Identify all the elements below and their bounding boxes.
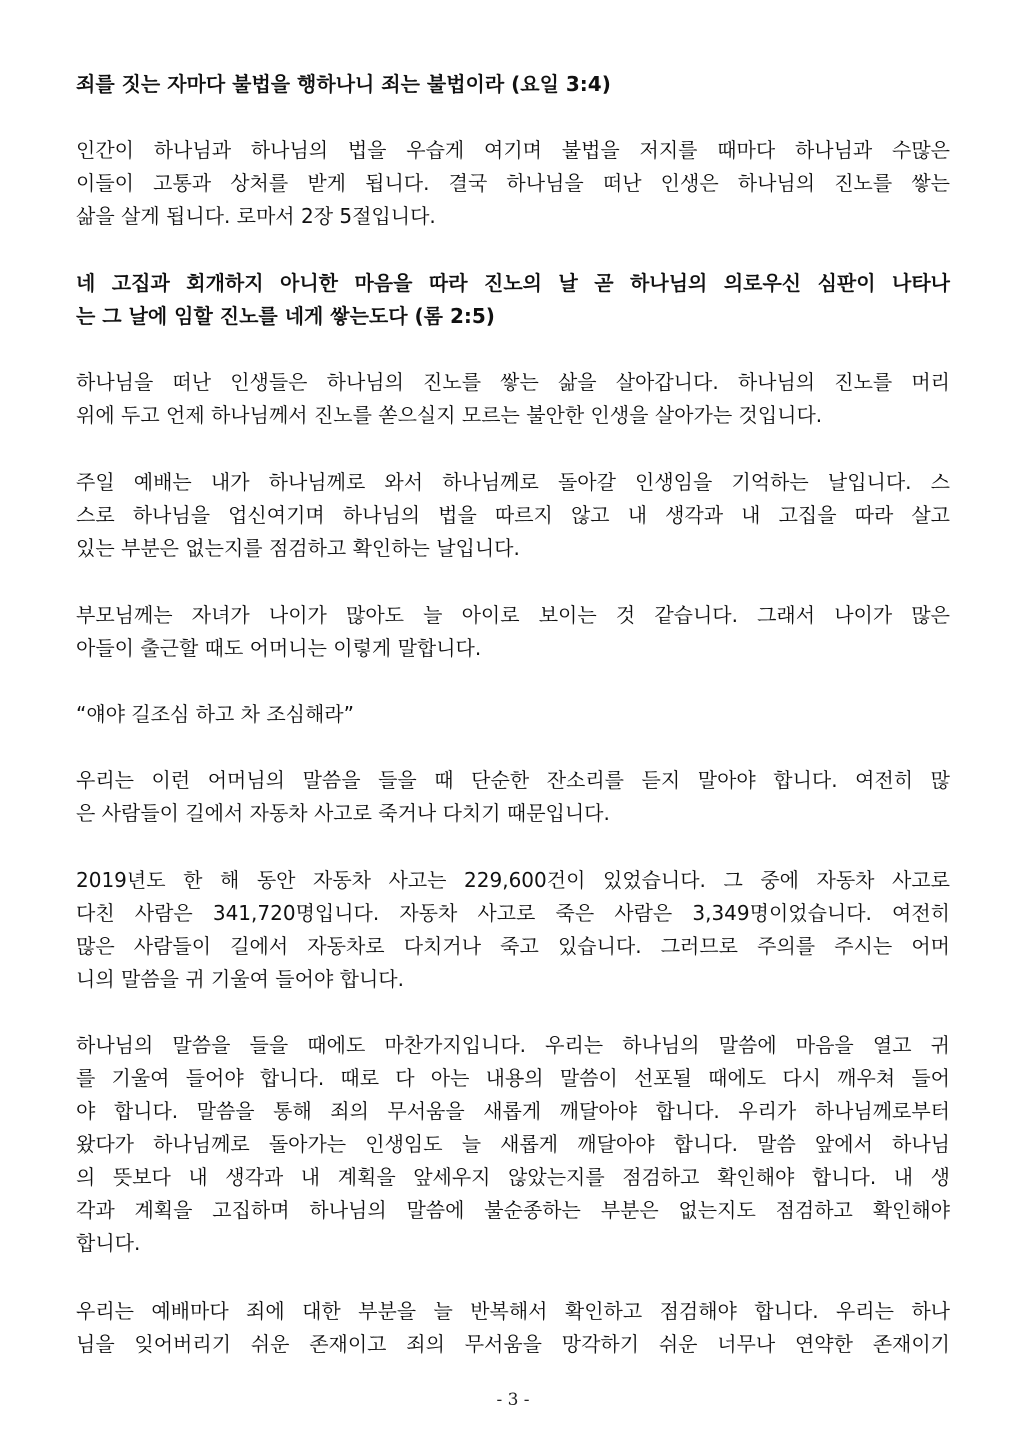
text-line: 죄를 짓는 자마다 불법을 행하나니 죄는 불법이라 (요일 3:4) — [76, 72, 611, 96]
text-line: 인간이 하나님과 하나님의 법을 우습게 여기며 불법을 저지를 때마다 하나님과 수많은 — [76, 138, 950, 162]
bible-verse-1john-3-4 — [76, 68, 950, 101]
quote-line — [76, 698, 950, 731]
text-line: 주일 예배는 내가 하나님께로 와서 하나님께로 돌아갈 인생임을 기억하는 날입니다. 스 — [76, 470, 950, 494]
text-line: 하나님을 떠난 인생들은 하나님의 진노를 쌓는 삶을 살아갑니다. 하나님의 진노를 머리 — [76, 370, 950, 394]
text-line: 삶을 살게 됩니다. 로마서 2장 5절입니다. — [76, 204, 436, 228]
text-line: 많은 사람들이 길에서 자동차로 다치거나 죽고 있습니다. 그러므로 주의를 주시는 어머 — [76, 934, 950, 958]
body-paragraph-5 — [76, 764, 950, 830]
text-line: 는 그 날에 임할 진노를 네게 쌓는도다 (롬 2:5) — [76, 304, 495, 328]
text-line: 각과 계획을 고집하며 하나님의 말씀에 불순종하는 부분은 없는지도 점검하고 확인해야 — [76, 1198, 950, 1222]
body-paragraph-2 — [76, 366, 950, 432]
text-line: 스로 하나님을 업신여기며 하나님의 법을 따르지 않고 내 생각과 내 고집을 따라 살고 — [76, 503, 950, 527]
text-line: 니의 말씀을 귀 기울여 들어야 합니다. — [76, 967, 404, 991]
text-line: 은 사람들이 길에서 자동차 사고로 죽거나 다치기 때문입니다. — [76, 801, 610, 825]
body-paragraph-1 — [76, 134, 950, 233]
text-line: 있는 부분은 없는지를 점검하고 확인하는 날입니다. — [76, 536, 520, 560]
page-number: - 3 - — [496, 1390, 530, 1410]
text-line: “얘야 길조심 하고 차 조심해라” — [76, 702, 354, 726]
text-line: 우리는 이런 어머님의 말씀을 들을 때 단순한 잔소리를 듣지 말아야 합니다. 여전히 많 — [76, 768, 950, 792]
text-line: 네 고집과 회개하지 아니한 마음을 따라 진노의 날 곧 하나님의 의로우신 심판이 나타나 — [76, 271, 950, 295]
text-line: 아들이 출근할 때도 어머니는 이렇게 말합니다. — [76, 636, 482, 660]
body-paragraph-8 — [76, 1295, 950, 1361]
body-paragraph-7 — [76, 1029, 950, 1260]
text-line: 다친 사람은 341,720명입니다. 자동차 사고로 죽은 사람은 3,349명이었습니다. 여전히 — [76, 901, 950, 925]
text-line: 2019년도 한 해 동안 자동차 사고는 229,600건이 있었습니다. 그 중에 자동차 사고로 — [76, 868, 950, 892]
body-paragraph-4 — [76, 599, 950, 665]
text-line: 이들이 고통과 상처를 받게 됩니다. 결국 하나님을 떠난 인생은 하나님의 진노를 쌓는 — [76, 171, 950, 195]
text-line: 님을 잊어버리기 쉬운 존재이고 죄의 무서움을 망각하기 쉬운 너무나 연약한 존재이기 — [76, 1332, 950, 1356]
text-line: 부모님께는 자녀가 나이가 많아도 늘 아이로 보이는 것 같습니다. 그래서 나이가 많은 — [76, 603, 950, 627]
body-paragraph-6 — [76, 864, 950, 996]
bible-verse-romans-2-5 — [76, 267, 950, 333]
document-page — [76, 0, 950, 1449]
text-line: 의 뜻보다 내 생각과 내 계획을 앞세우지 않았는지를 점검하고 확인해야 합니다. 내 생 — [76, 1165, 950, 1189]
text-line: 왔다가 하나님께로 돌아가는 인생임도 늘 새롭게 깨달아야 합니다. 말씀 앞에서 하나님 — [76, 1132, 950, 1156]
text-line: 를 기울여 들어야 합니다. 때로 다 아는 내용의 말씀이 선포될 때에도 다시 깨우쳐 들어 — [76, 1066, 950, 1090]
text-line: 우리는 예배마다 죄에 대한 부분을 늘 반복해서 확인하고 점검해야 합니다. 우리는 하나 — [76, 1299, 950, 1323]
text-line: 하나님의 말씀을 들을 때에도 마찬가지입니다. 우리는 하나님의 말씀에 마음을 열고 귀 — [76, 1033, 950, 1057]
body-paragraph-3 — [76, 466, 950, 565]
text-line: 위에 두고 언제 하나님께서 진노를 쏟으실지 모르는 불안한 인생을 살아가는 것입니다. — [76, 403, 823, 427]
text-line: 합니다. — [76, 1231, 141, 1255]
text-line: 야 합니다. 말씀을 통해 죄의 무서움을 새롭게 깨달아야 합니다. 우리가 하나님께로부터 — [76, 1099, 950, 1123]
